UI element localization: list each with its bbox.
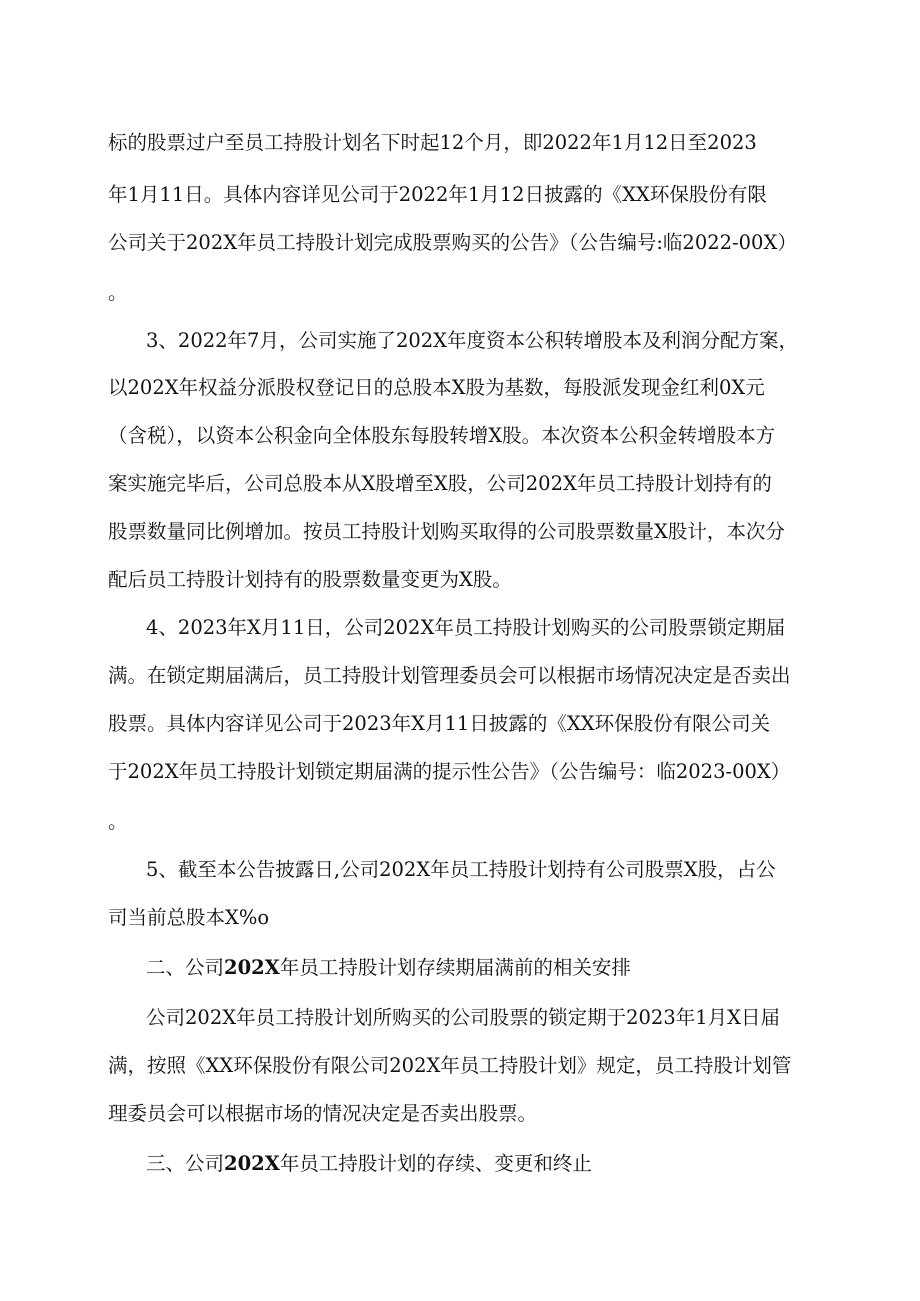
heading-prefix: 三、公司 — [146, 1152, 225, 1175]
heading-suffix: 年员工持股计划的存续、变更和终止 — [279, 1152, 592, 1175]
text-line: 。 — [108, 281, 128, 304]
text-line: 年1月11日。具体内容详见公司于2022年1月12日披露的《XX环保股份有限 — [108, 183, 767, 206]
text-line: （含税），以资本公积金向全体股东每股转增X股。本次资本公积金转增股本方 — [108, 424, 776, 447]
text-line: 案实施完毕后，公司总股本从X股增至X股，公司202X年员工持股计划持有的 — [108, 472, 772, 495]
text-line: 4、2023年X月11日，公司202X年员工持股计划购买的公司股票锁定期届 — [146, 616, 786, 639]
text-line: 3、2022年7月，公司实施了202X年度资本公积转增股本及利润分配方案， — [146, 329, 799, 352]
text-line: 于202X年员工持股计划锁定期届满的提示性公告》（公告编号：临2023-00X） — [108, 760, 791, 783]
text-line: 满，按照《XX环保股份有限公司202X年员工持股计划》规定，员工持股计划管 — [108, 1054, 792, 1077]
text-line: 配后员工持股计划持有的股票数量变更为X股。 — [108, 568, 512, 591]
heading-bold: 202X — [224, 1152, 280, 1175]
text-line: 。 — [108, 810, 128, 833]
text-line: 股票数量同比例增加。按员工持股计划购买取得的公司股票数量X股计，本次分 — [108, 520, 785, 543]
text-line: 以202X年权益分派股权登记日的总股本X股为基数，每股派发现金红利0X元 — [108, 376, 765, 399]
heading-prefix: 二、公司 — [146, 956, 225, 979]
text-line: 公司关于202X年员工持股计划完成股票购买的公告》（公告编号:临2022-00X） — [108, 231, 797, 254]
text-line: 标的股票过户至员工持股计划名下时起12个月，即2022年1月12日至2023 — [108, 131, 757, 154]
heading-bold: 202X — [224, 956, 280, 979]
section-heading-3 — [146, 1151, 592, 1177]
text-line: 股票。具体内容详见公司于2023年X月11日披露的《XX环保股份有限公司关 — [108, 712, 771, 735]
section-heading-2 — [146, 955, 631, 981]
text-line: 理委员会可以根据市场的情况决定是否卖出股票。 — [108, 1102, 538, 1125]
text-line: 满。在锁定期届满后，员工持股计划管理委员会可以根据市场情况决定是否卖出 — [108, 664, 791, 687]
text-line: 公司202X年员工持股计划所购买的公司股票的锁定期于2023年1月X日届 — [146, 1006, 781, 1029]
heading-suffix: 年员工持股计划存续期届满前的相关安排 — [279, 956, 631, 979]
text-line: 司当前总股本X%o — [108, 906, 270, 929]
text-line: 5、截至本公告披露日,公司202X年员工持股计划持有公司股票X股，占公 — [146, 858, 776, 881]
